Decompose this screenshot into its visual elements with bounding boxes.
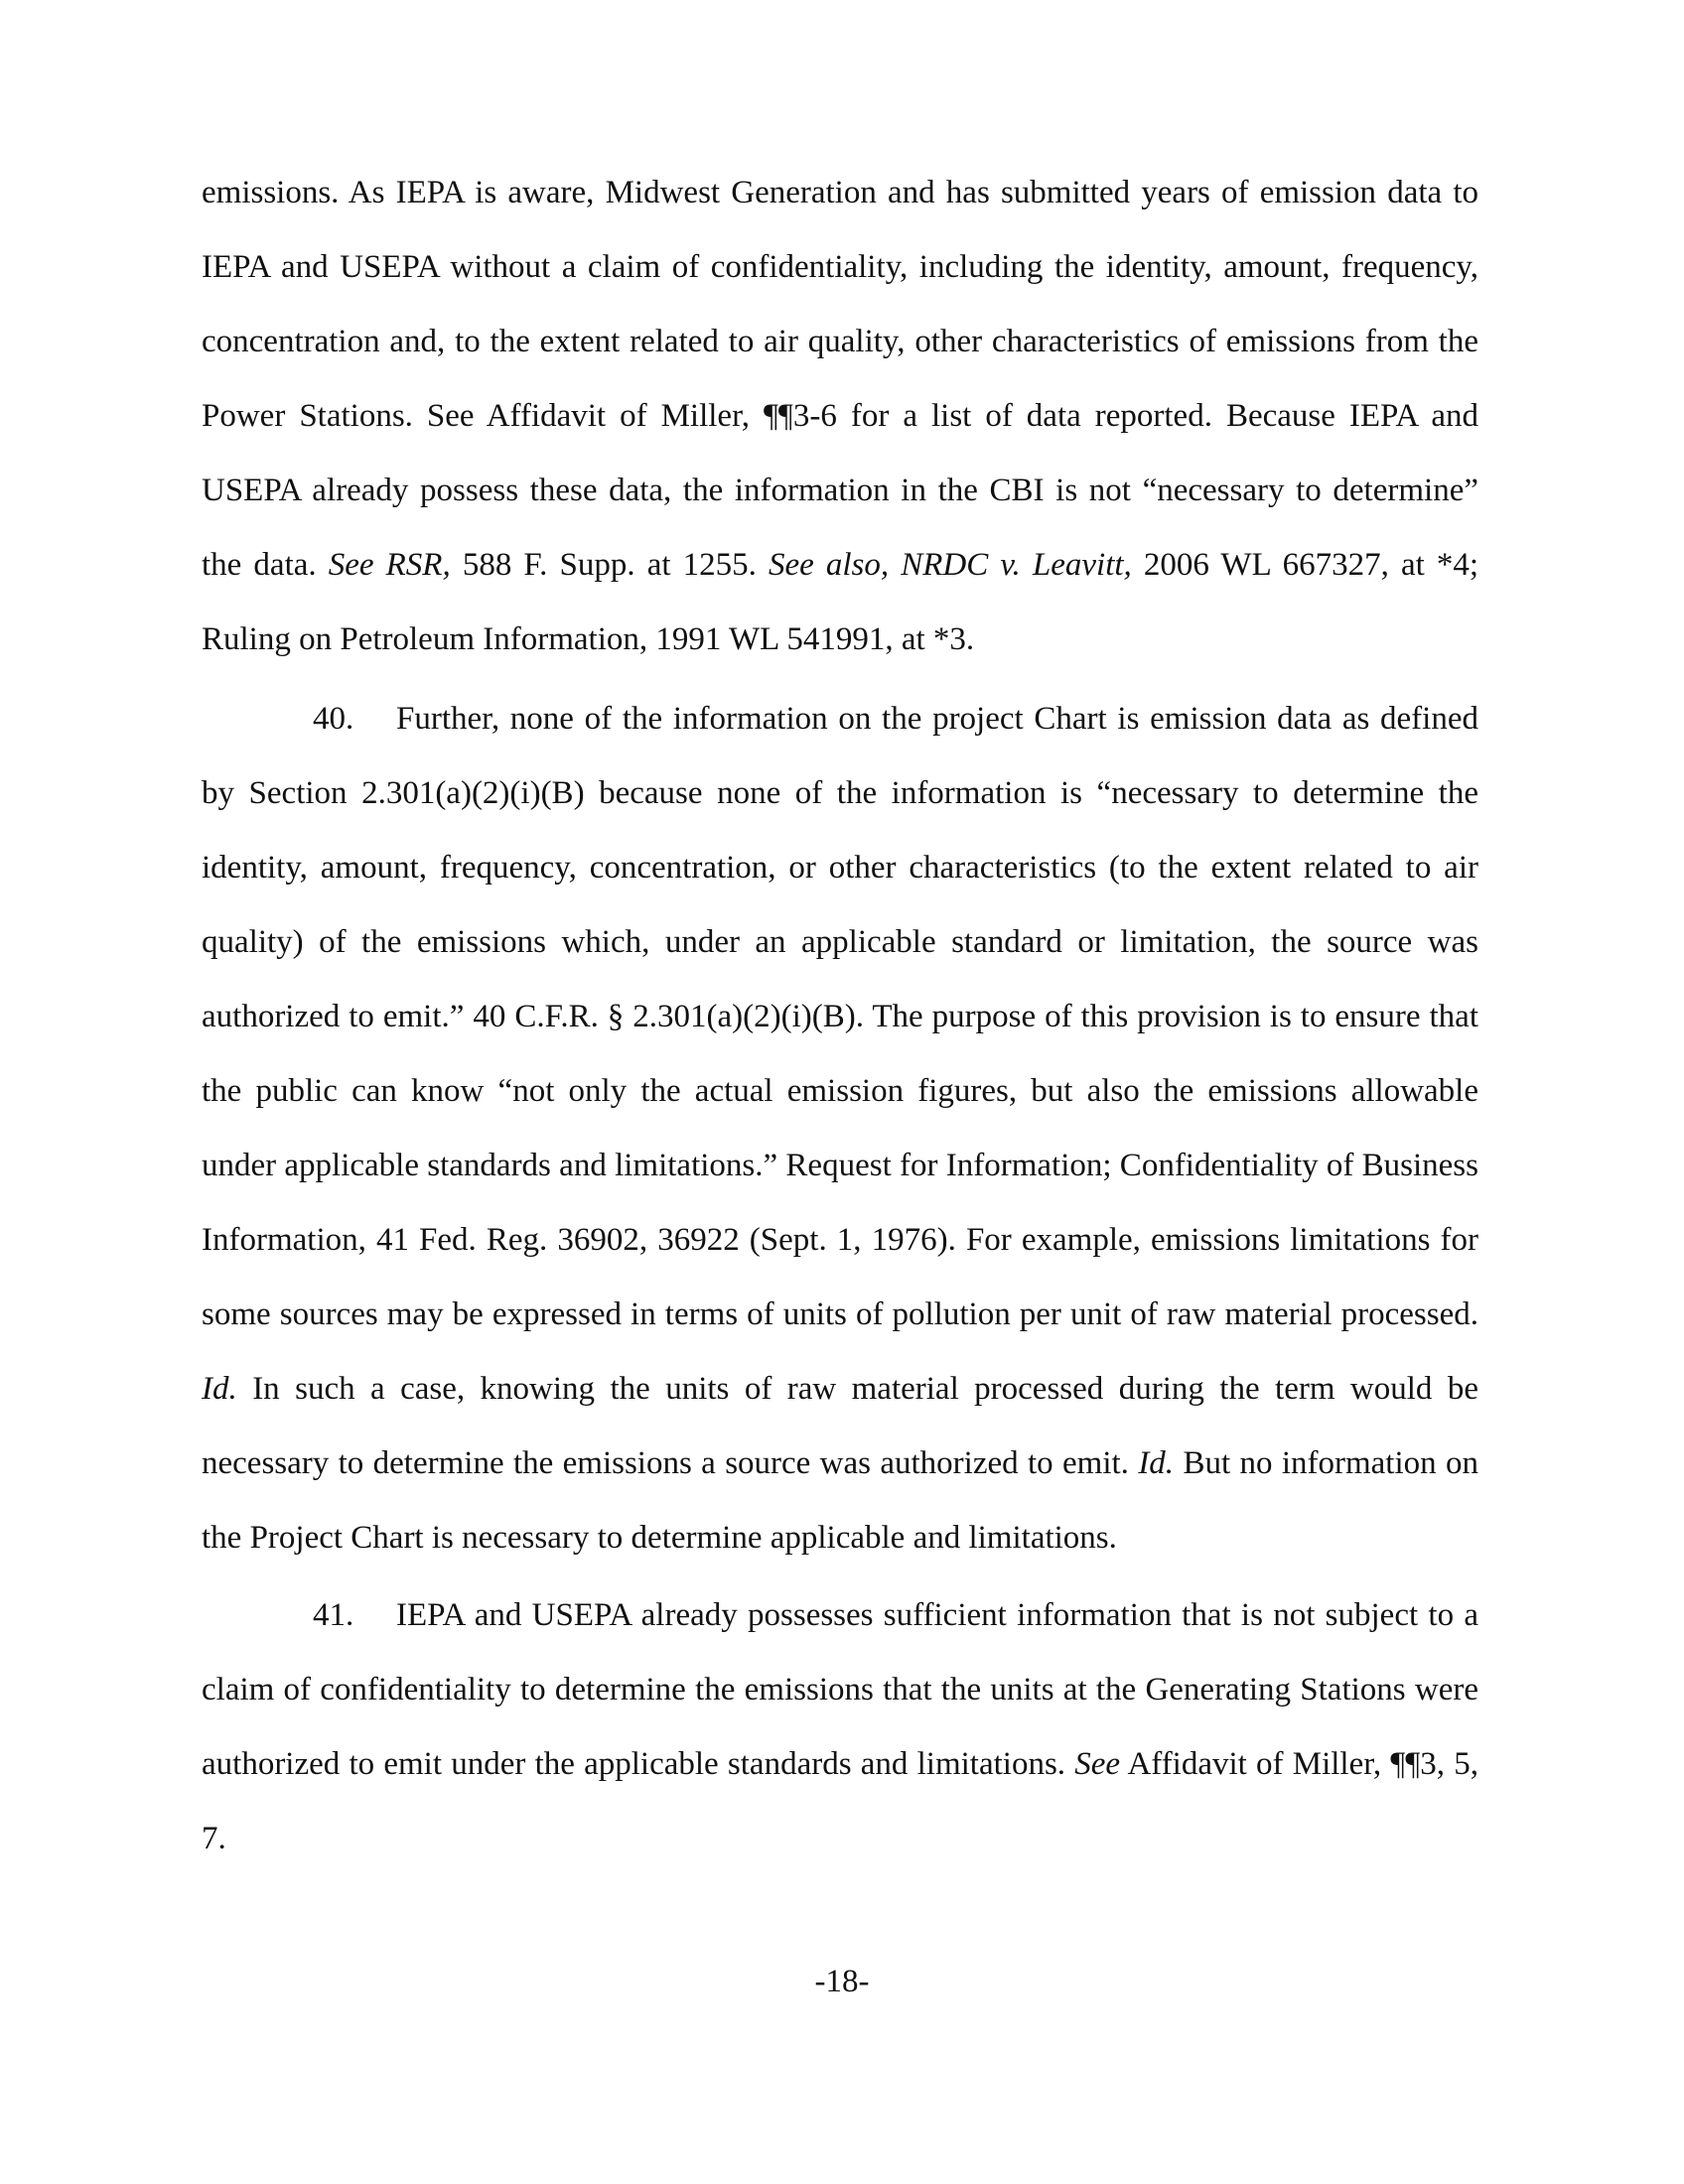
paragraph-continuation-text-1: emissions. As IEPA is aware, Midwest Generation and has submitted years of emission data to IEPA and USEPA without a claim of confidentiality, including the identity, amount, frequency, concentration and, to the extent related to air quality, other characteristics of emissions from the Power Stations. See Affidavit of Miller, ¶¶3-6 for a list of data reported. Because IEPA and USEPA already possess these data, the information in the CBI is not “necessary to determine” the data.	[202, 175, 1478, 583]
paragraph-41-number: 41.	[313, 1597, 354, 1633]
paragraph-41-text-1: IEPA and USEPA already possesses sufficient information that is not subject to a claim of confidentiality to determine the emissions that the units at the Generating Stations were authorized to emit under the applicable standards and limitations.	[202, 1597, 1478, 1782]
paragraph-40-text-2: In such a case, knowing the units of raw material processed during the term would be necessary to determine the emissions a source was authorized to emit.	[202, 1371, 1478, 1481]
paragraph-40-text-3: But no information on the Project Chart is necessary to determine applicable and limitations.	[202, 1445, 1479, 1556]
citation-see-rsr: See RSR,	[328, 547, 451, 583]
paragraph-40	[202, 682, 1478, 1575]
citation-id-2: Id.	[1138, 1445, 1175, 1481]
paragraph-continuation	[202, 156, 1478, 677]
paragraph-continuation-text-3: 2006 WL 667327, at *4; Ruling on Petroleum Information, 1991 WL 541991, at *3.	[202, 547, 1479, 657]
paragraph-41	[202, 1578, 1478, 1876]
citation-id-1: Id.	[202, 1371, 237, 1407]
citation-nrdc-v-leavitt: See also, NRDC v. Leavitt,	[768, 547, 1132, 583]
paragraph-40-number: 40.	[313, 701, 354, 737]
page-number: -18-	[814, 1964, 870, 1999]
paragraph-40-text-1: Further, none of the information on the project Chart is emission data as defined by Section 2.301(a)(2)(i)(B) because none of the information is “necessary to determine the identity, amount, frequency, concentration, or other characteristics (to the extent related to air quality) of the emissions which, under an applicable standard or limitation, the source was authorized to emit.” 40 C.F.R. § 2.301(a)(2)(i)(B). The purpose of this provision is to ensure that the public can know “not only the actual emission figures, but also the emissions allowable under applicable standards and limitations.” Request for Information; Confidentiality of Business Information, 41 Fed. Reg. 36902, 36922 (Sept. 1, 1976). For example, emissions limitations for some sources may be expressed in terms of units of pollution per unit of raw material processed.	[202, 701, 1478, 1332]
paragraph-continuation-text-2: 588 F. Supp. at 1255.	[462, 547, 757, 583]
citation-see: See	[1074, 1746, 1121, 1782]
paragraph-41-text-2: Affidavit of Miller, ¶¶3, 5, 7.	[202, 1746, 1478, 1856]
